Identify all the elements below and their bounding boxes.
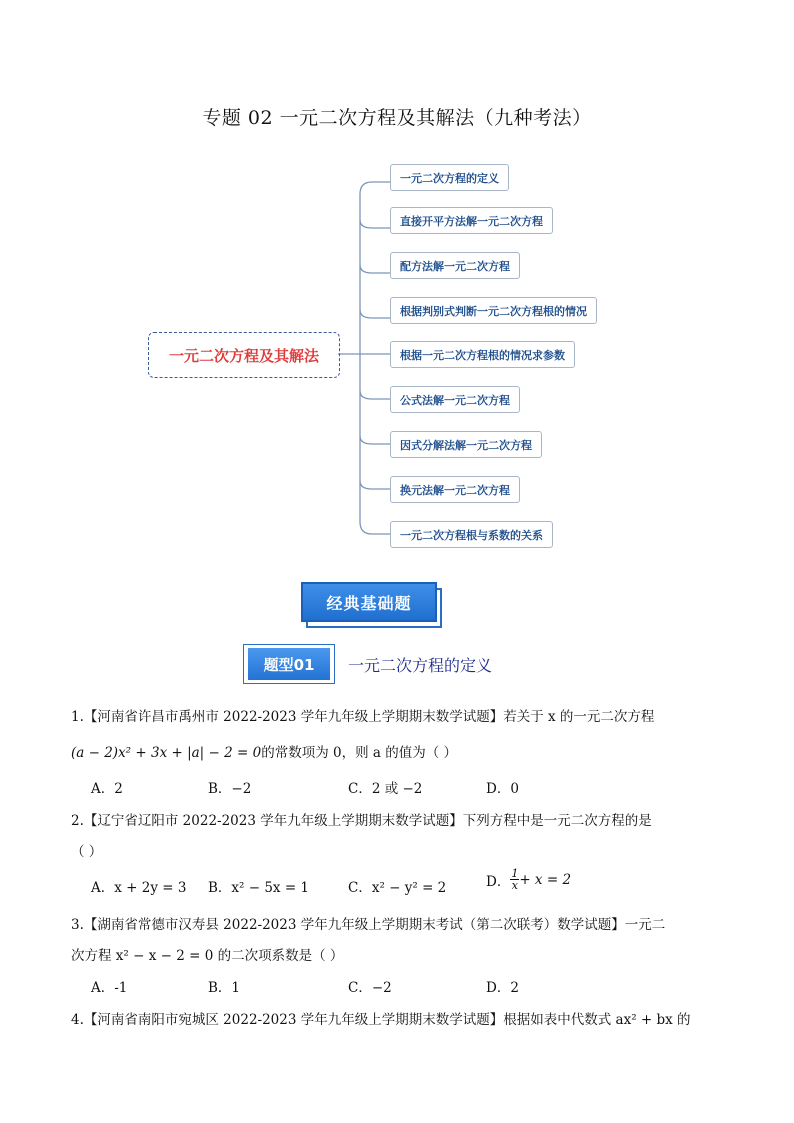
q4-stem-line1: 4.【河南省南阳市宛城区 2022-2023 学年九年级上学期期末数学试题】根据如表中代数式 ax² + bx 的 (71, 1012, 691, 1028)
branch-connector (360, 391, 390, 399)
branch-connector (360, 265, 390, 273)
branch-parameter: 根据一元二次方程根的情况求参数 (390, 341, 575, 368)
branch-factoring: 因式分解法解一元二次方程 (390, 431, 542, 458)
question-type-badge: 题型01 (248, 648, 330, 680)
trunk-connector (360, 182, 372, 534)
q1-option-b: B．−2 (208, 781, 252, 797)
branch-formula-method: 公式法解一元二次方程 (390, 386, 520, 413)
q2-option-d-rest: + x = 2 (519, 871, 572, 888)
branch-connector (360, 310, 390, 318)
q1-stem-line2 (71, 741, 457, 761)
q1-stem-rest: 的常数项为 0，则 a 的值为（ ） (261, 745, 458, 761)
branch-discriminant: 根据判别式判断一元二次方程根的情况 (390, 297, 597, 324)
q2-stem-line1: 2.【辽宁省辽阳市 2022-2023 学年九年级上学期期末数学试题】下列方程中是一元二次方程的是 (71, 813, 652, 829)
q2-stem-line2: （ ） (71, 844, 103, 860)
branch-vieta: 一元二次方程根与系数的关系 (390, 521, 553, 548)
q1-option-d: D．0 (486, 781, 519, 797)
q3-option-a: A．-1 (91, 980, 128, 996)
branch-square-root-method: 直接开平方法解一元二次方程 (390, 207, 553, 234)
q1-option-a: A．2 (91, 781, 123, 797)
mind-map (0, 0, 794, 560)
q2-option-b: B．x² − 5x = 1 (208, 880, 310, 896)
question-type-title: 一元二次方程的定义 (348, 656, 493, 675)
q3-option-c: C．−2 (348, 980, 392, 996)
section-banner (301, 582, 443, 628)
mind-map-root: 一元二次方程及其解法 (148, 332, 340, 378)
q3-option-d: D．2 (486, 980, 519, 996)
q1-equation: (a − 2)x² + 3x + |a| − 2 = 0 (71, 745, 262, 761)
q3-stem-line1: 3.【湖南省常德市汉寿县 2022-2023 学年九年级上学期期末考试（第二次联考）数学试题】一元二 (71, 917, 666, 933)
q2-option-d (486, 868, 571, 891)
q1-stem-line1: 1.【河南省许昌市禹州市 2022-2023 学年九年级上学期期末数学试题】若关于 x 的一元二次方程 (71, 709, 655, 725)
fraction-numerator: 1 (511, 867, 519, 880)
q2-option-a: A．x + 2y = 3 (91, 880, 187, 896)
q2-option-d-fraction (510, 868, 519, 891)
branch-connector (360, 481, 390, 489)
q2-option-d-label: D． (486, 873, 511, 890)
fraction-denominator: x (511, 879, 518, 892)
q1-option-c: C．2 或 −2 (348, 781, 423, 797)
branch-completing-square: 配方法解一元二次方程 (390, 252, 520, 279)
branch-definition: 一元二次方程的定义 (390, 164, 509, 191)
q2-option-c: C．x² − y² = 2 (348, 880, 447, 896)
q3-stem-line2: 次方程 x² − x − 2 = 0 的二次项系数是（ ） (71, 948, 344, 964)
page-title: 专题 02 一元二次方程及其解法（九种考法） (202, 107, 592, 129)
banner-label: 经典基础题 (301, 582, 437, 622)
q3-option-b: B．1 (208, 980, 241, 996)
branch-connector (360, 220, 390, 228)
branch-connector (360, 436, 390, 444)
branch-substitution: 换元法解一元二次方程 (390, 476, 520, 503)
